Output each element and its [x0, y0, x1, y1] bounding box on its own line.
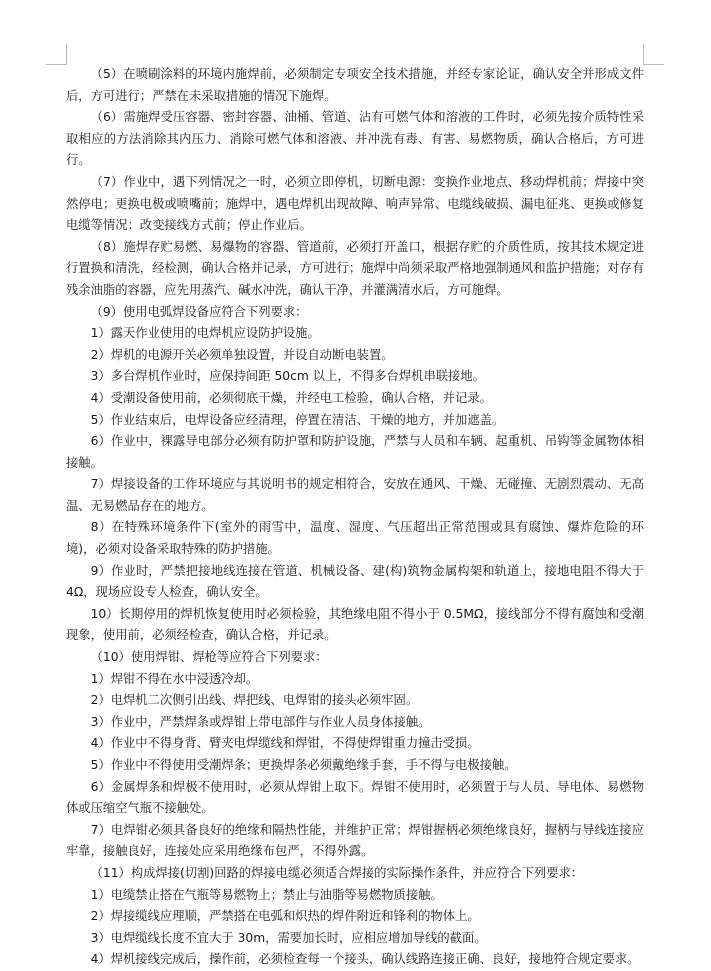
paragraph: 9）作业时，严禁把接地线连接在管道、机械设备、建(构)筑物金属构架和轨道上，接地电阻不得大于 4Ω，现场应设专人检查，确认安全。 [66, 563, 644, 600]
paragraph: （8）施焊存贮易燃、易爆物的容器、管道前，必须打开盖口，根据存贮的介质性质，按其技术规定进行置换和清洗，经检测，确认合格并记录，方可进行；施焊中尚须采取严格地强制通风和监护措施；对存有残余油脂的容器，应先用蒸汽、碱水冲洗，确认干净，并灌满清水后，方可施焊。 [66, 239, 644, 297]
corner-mark-top-left [46, 44, 67, 65]
paragraph: 4）受潮设备使用前，必须彻底干燥，并经电工检验，确认合格，并记录。 [90, 390, 492, 405]
paragraph: 8）在特殊环境条件下(室外的雨雪中，温度、湿度、气压超出正常范围或具有腐蚀、爆炸危险的环境)，必须对设备采取特殊的防护措施。 [66, 520, 644, 557]
paragraph: （9）使用电弧焊设备应符合下列要求： [90, 304, 308, 319]
paragraph: 6）金属焊条和焊极不使用时，必须从焊钳上取下。焊钳不使用时，必须置于与人员、导电体、易燃物体或压缩空气瓶不接触处。 [66, 779, 644, 816]
paragraph: 4）焊机接线完成后，操作前，必须检查每一个接头，确认线路连接正确、良好，接地符合规定要求。 [90, 952, 640, 967]
paragraph: （6）需施焊受压容器、密封容器、油桶、管道、沾有可燃气体和溶液的工件时，必须先按介质特性采取相应的方法消除其内压力、消除可燃气体和溶液、并冲洗有毒、有害、易燃物质，确认合格后，方可进行。 [66, 110, 644, 168]
paragraph: 2）电焊机二次侧引出线、焊把线、电焊钳的接头必须牢固。 [90, 693, 419, 708]
document-body [66, 64, 644, 971]
paragraph: 2）焊接缆线应理顺，严禁搭在电弧和炽热的焊件附近和锋利的物体上。 [90, 909, 480, 924]
paragraph: （11）构成焊接(切割)回路的焊接电缆必须适合焊接的实际操作条件，并应符合下列要求： [90, 865, 584, 880]
paragraph: （10）使用焊钳、焊枪等应符合下列要求： [90, 650, 328, 665]
paragraph: 3）电焊缆线长度不宜大于 30m，需要加长时，应相应增加导线的截面。 [90, 930, 487, 945]
paragraph: 3）作业中，严禁焊条或焊钳上带电部件与作业人员身体接触。 [90, 714, 431, 729]
paragraph: 3）多台焊机作业时，应保持间距 50cm 以上，不得多台焊机串联接地。 [90, 369, 485, 384]
paragraph: 6）作业中，裸露导电部分必须有防护罩和防护设施，严禁与人员和车辆、起重机、吊钩等金属物体相接触。 [66, 434, 644, 470]
paragraph: 1）露天作业使用的电焊机应设防护设施。 [90, 326, 320, 341]
paragraph: 10）长期停用的焊机恢复使用时必须检验，其绝缘电阻不得小于 0.5MΩ，接线部分不得有腐蚀和受潮现象，使用前，必须经检查，确认合格，并记录。 [66, 606, 644, 643]
paragraph: （5）在喷刷涂料的环境内施焊前，必须制定专项安全技术措施，并经专家论证，确认安全并形成文件后，方可进行；严禁在未采取措施的情况下施焊。 [66, 67, 644, 103]
paragraph: 5）作业中不得使用受潮焊条；更换焊条必须戴绝缘手套，手不得与电极接触。 [90, 758, 517, 772]
paragraph: 2）焊机的电源开关必须单独设置，并设自动断电装置。 [90, 347, 394, 362]
paragraph: （7）作业中，遇下列情况之一时，必须立即停机，切断电源：变换作业地点、移动焊机前；焊接中突然停电；更换电极或喷嘴前；施焊中，遇电焊机出现故障、响声异常、电缆线破损、漏电征兆、更换或修复电缆等情况；改变接线方式前；停止作业后。 [66, 174, 644, 233]
corner-mark-top-right [643, 44, 664, 65]
paragraph: 5）作业结束后，电焊设备应经清理，停置在清洁、干燥的地方，并加遮盖。 [90, 412, 505, 427]
paragraph: 7）焊接设备的工作环境应与其说明书的规定相符合，安放在通风、干燥、无碰撞、无剧烈震动、无高温、无易燃品存在的地方。 [66, 477, 644, 513]
paragraph: 1）电缆禁止搭在气瓶等易燃物上；禁止与油脂等易燃物质接触。 [90, 887, 443, 902]
paragraph: 4）作业中不得身背、臂夹电焊缆线和焊钳，不得使焊钳重力撞击受损。 [90, 736, 480, 751]
paragraph: 1）焊钳不得在水中浸透冷却。 [90, 671, 259, 686]
paragraph: 7）电焊钳必须具备良好的绝缘和隔热性能，并维护正常；焊钳握柄必须绝缘良好，握柄与导线连接应牢靠，接触良好，连接处应采用绝缘布包严，不得外露。 [66, 822, 644, 859]
